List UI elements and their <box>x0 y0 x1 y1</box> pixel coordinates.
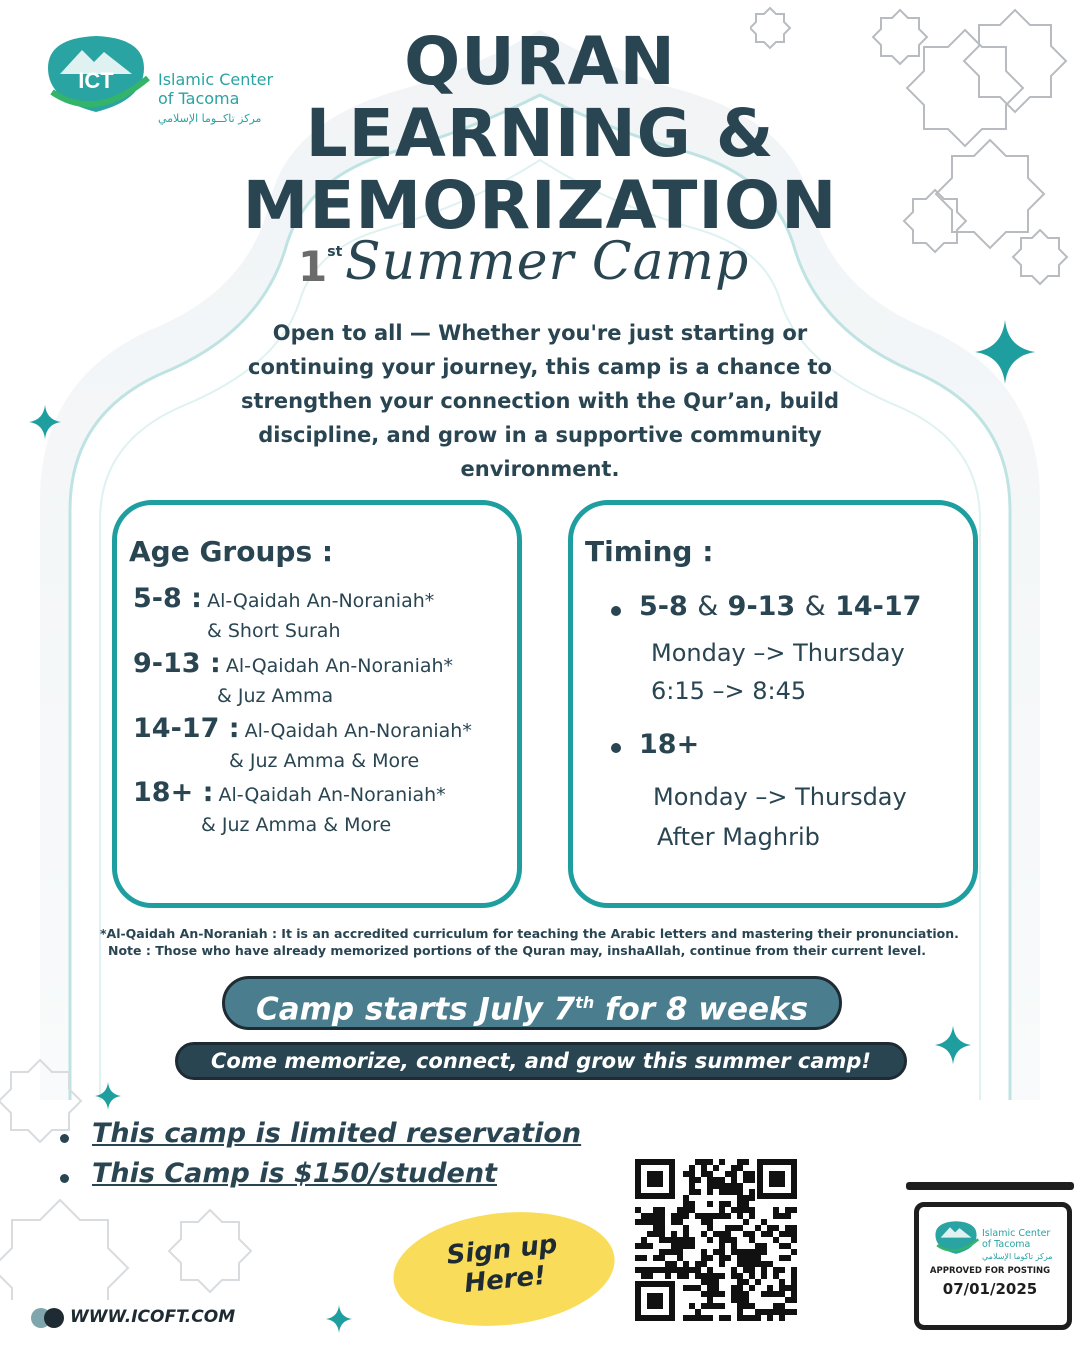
footnote-note: Note : Those who have already memorized portions of the Quran may, inshaAllah, continue from their current level. <box>108 943 926 958</box>
stamp-hanger-bar <box>906 1182 1074 1190</box>
stamp-date: 07/01/2025 <box>942 1280 1038 1298</box>
sign-up-line1: Sign up <box>445 1229 559 1271</box>
sparkle-icon <box>95 1082 121 1110</box>
stamp-name-line1: Islamic Center <box>982 1228 1051 1239</box>
qr-code[interactable] <box>633 1157 799 1323</box>
timing-days: Monday –> Thursday <box>651 639 905 667</box>
age-curriculum-extra: & Juz Amma & More <box>201 814 392 836</box>
timing-hours: 6:15 –> 8:45 <box>651 677 807 705</box>
age-groups-card <box>112 500 522 908</box>
bullet-icon <box>60 1134 69 1143</box>
stamp-label: APPROVED FOR POSTING <box>929 1266 1051 1276</box>
stamp-name-arabic: مركز تاكوما الإسلامي <box>982 1252 1053 1261</box>
timing-age: 9-13 <box>727 591 796 622</box>
timing-separator: & <box>804 591 826 622</box>
age-group-item <box>133 713 472 776</box>
age-curriculum: Al-Qaidah An-Noraniah* <box>207 590 435 612</box>
age-range: 14-17 : <box>133 713 240 744</box>
camp-start-prefix: Camp starts July 7 <box>255 991 576 1028</box>
edition-badge <box>298 242 342 291</box>
age-groups-heading: Age Groups : <box>129 535 334 568</box>
intro-text: Open to all — Whether you're just starting or continuing your journey, this camp is a chance to strengthen your connection with the Qur’an, build discipline, and grow in a supportive community environment. <box>240 321 840 481</box>
sparkle-icon <box>326 1305 352 1333</box>
title-line1: QURAN <box>404 23 676 100</box>
timing-days: Monday –> Thursday <box>653 783 907 811</box>
logo-short: ICT <box>78 68 114 93</box>
age-curriculum: Al-Qaidah An-Noraniah* <box>225 655 454 677</box>
footnote-definition: *Al-Qaidah An-Noraniah : It is an accredited curriculum for teaching the Arabic letters and mastering their pronunciation. <box>100 926 959 941</box>
sign-up-line2: Here! <box>462 1260 548 1300</box>
camp-start-suffix: for 8 weeks <box>594 991 809 1028</box>
edition-suffix: st <box>327 244 343 260</box>
camp-start-banner <box>222 976 842 1030</box>
edition-number: 1 <box>298 242 328 291</box>
footnote <box>100 925 1000 959</box>
age-group-item <box>133 777 446 840</box>
stamp-name <box>982 1228 1050 1250</box>
stamp-name-line2: of Tacoma <box>982 1239 1031 1250</box>
logo-name-line1: Islamic Center <box>158 70 274 89</box>
timing-age: 18+ <box>639 729 700 760</box>
website-url[interactable]: WWW.ICOFT.COM <box>70 1307 236 1327</box>
timing-age: 5-8 <box>639 591 688 622</box>
title-line3: MEMORIZATION <box>242 167 838 244</box>
logo-name-arabic: مركز تاكــوما الإسلامي <box>158 112 262 125</box>
age-group-item <box>133 648 453 711</box>
note-reservation: This camp is limited reservation <box>92 1118 582 1149</box>
age-range: 9-13 : <box>133 648 221 679</box>
title-line2: LEARNING & <box>305 95 775 172</box>
timing-separator: & <box>697 591 719 622</box>
tagline-banner: Come memorize, connect, and grow this summer camp! <box>175 1042 907 1080</box>
bullet-icon <box>60 1174 69 1183</box>
bullet-icon <box>611 743 621 753</box>
subtitle-script: Summer Camp <box>345 232 750 292</box>
timing-group-adult <box>639 729 699 760</box>
timing-card <box>568 500 978 908</box>
note-price: This Camp is $150/student <box>92 1158 497 1189</box>
sparkle-icon <box>935 1025 971 1065</box>
stamp-logo-mark <box>932 1218 980 1258</box>
age-curriculum: Al-Qaidah An-Noraniah* <box>244 720 472 742</box>
timing-age: 14-17 <box>835 591 922 622</box>
approval-stamp <box>906 1182 1074 1324</box>
toggle-dots-icon <box>30 1306 66 1330</box>
age-curriculum-extra: & Juz Amma & More <box>229 750 420 772</box>
ict-logo-mark <box>40 30 152 120</box>
logo-name-line2: of Tacoma <box>158 89 240 108</box>
age-range: 18+ : <box>133 777 214 808</box>
camp-start-sup: th <box>575 993 595 1012</box>
timing-group-youth <box>639 591 921 622</box>
timing-heading: Timing : <box>585 535 714 568</box>
age-range: 5-8 : <box>133 583 202 614</box>
age-curriculum-extra: & Short Surah <box>207 620 341 642</box>
age-curriculum-extra: & Juz Amma <box>217 685 334 707</box>
sparkle-icon <box>975 320 1035 384</box>
age-curriculum: Al-Qaidah An-Noraniah* <box>218 784 446 806</box>
age-group-item <box>133 583 434 646</box>
bullet-icon <box>611 606 621 616</box>
sparkle-icon <box>29 405 61 439</box>
timing-hours: After Maghrib <box>657 823 820 851</box>
